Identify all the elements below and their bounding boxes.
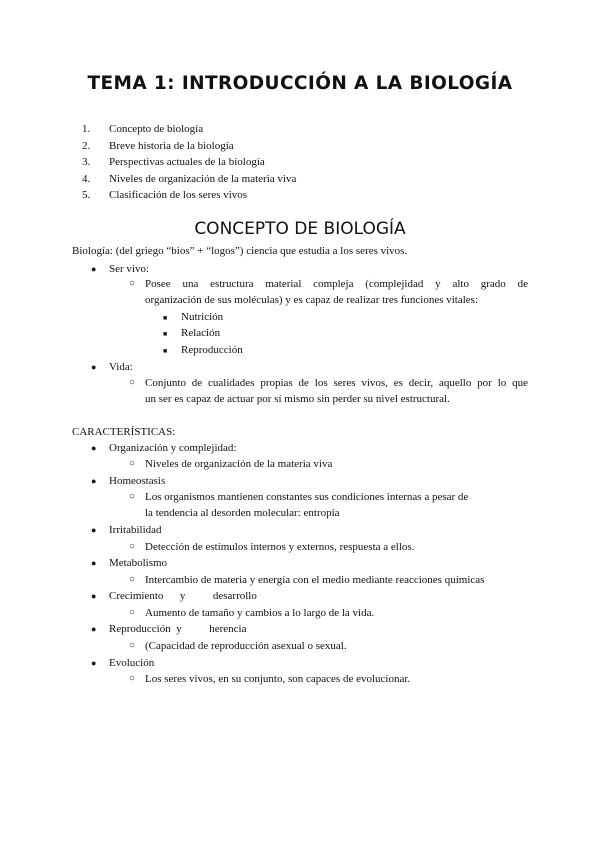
bullet-circle-icon: ○ — [129, 278, 136, 289]
toc-text: Perspectivas actuales de la biología — [109, 156, 265, 168]
toc-text: Breve historia de la biología — [109, 139, 234, 152]
toc-text: Concepto de biología — [109, 123, 204, 135]
bullet-circle-icon: ○ — [129, 640, 136, 651]
bullet-square-icon: ■ — [163, 330, 168, 338]
toc-item — [82, 187, 296, 204]
definition-text: un ser es capaz de actuar por sí mismo sin perder su nivel estructural. — [145, 393, 450, 405]
list-item-label: Vida: — [109, 361, 133, 373]
bullet-circle-icon: ○ — [129, 574, 136, 585]
characteristic-label: Reproducción y herencia — [109, 623, 247, 635]
bullet-circle-icon: ○ — [129, 377, 136, 388]
characteristic-detail: Intercambio de materia y energía con el medio mediante reacciones químicas — [145, 574, 485, 586]
table-of-contents — [82, 121, 296, 204]
toc-number: 1. — [82, 123, 91, 135]
toc-item — [82, 154, 296, 171]
bullet-disc-icon: ● — [91, 443, 97, 453]
bullet-circle-icon: ○ — [129, 607, 136, 618]
characteristic-label: Metabolismo — [109, 557, 168, 569]
function-item: Nutrición — [181, 311, 224, 323]
intro-text: Biología: (del griego “bios” + “logos”) ciencia que estudia a los seres vivos. — [72, 245, 408, 257]
bullet-circle-icon: ○ — [129, 673, 136, 684]
characteristic-label: Evolución — [109, 657, 155, 669]
toc-number: 4. — [82, 172, 91, 185]
bullet-disc-icon: ● — [91, 558, 97, 568]
bullet-disc-icon: ● — [91, 362, 97, 372]
section-heading: CARACTERÍSTICAS: — [72, 426, 176, 438]
toc-item — [82, 138, 296, 155]
section-title: CONCEPTO DE BIOLOGÍA — [194, 219, 406, 239]
toc-text: Clasificación de los seres vivos — [109, 189, 248, 201]
toc-number: 3. — [82, 156, 91, 168]
bullet-disc-icon: ● — [91, 525, 97, 535]
toc-item — [82, 171, 296, 188]
bullet-circle-icon: ○ — [129, 458, 136, 469]
bullet-square-icon: ■ — [163, 314, 168, 322]
characteristic-detail: Niveles de organización de la materia viva — [145, 458, 333, 470]
bullet-disc-icon: ● — [91, 476, 97, 486]
bullet-circle-icon: ○ — [129, 541, 136, 552]
characteristic-detail: Detección de estímulos internos y externos, respuesta a ellos. — [145, 541, 415, 553]
function-item: Relación — [181, 327, 221, 339]
list-item-label: Ser vivo: — [109, 263, 150, 275]
page-title: TEMA 1: INTRODUCCIÓN A LA BIOLOGÍA — [87, 73, 513, 94]
characteristic-label: Organización y complejidad: — [109, 442, 237, 454]
bullet-disc-icon: ● — [91, 264, 97, 274]
toc-number: 2. — [82, 139, 91, 152]
bullet-square-icon: ■ — [163, 347, 168, 355]
characteristic-detail: Aumento de tamaño y cambios a lo largo de la vida. — [145, 607, 375, 619]
toc-text: Niveles de organización de la materia viva — [109, 172, 297, 185]
definition-text: Conjunto de cualidades propias de los seres vivos, es decir, aquello por lo que — [145, 377, 528, 389]
bullet-disc-icon: ● — [91, 591, 97, 601]
bullet-disc-icon: ● — [91, 624, 97, 634]
characteristic-label: Irritabilidad — [109, 524, 162, 536]
characteristic-detail: la tendencia al desorden molecular: entropía — [145, 507, 340, 519]
toc-item — [82, 121, 296, 138]
bullet-circle-icon: ○ — [129, 491, 136, 502]
bullet-disc-icon: ● — [91, 658, 97, 668]
toc-number: 5. — [82, 189, 91, 201]
characteristic-label: Homeostasis — [109, 475, 166, 487]
characteristic-detail: (Capacidad de reproducción asexual o sexual. — [145, 640, 347, 652]
characteristic-detail: Los seres vivos, en su conjunto, son capaces de evolucionar. — [145, 673, 411, 685]
characteristic-detail: Los organismos mantienen constantes sus condiciones internas a pesar de — [145, 491, 469, 503]
characteristic-label: Crecimiento y desarrollo — [109, 590, 257, 602]
definition-text: Posee una estructura material compleja (complejidad y alto grado de — [145, 278, 528, 290]
definition-text: organización de sus moléculas) y es capaz de realizar tres funciones vitales: — [145, 294, 479, 306]
function-item: Reproducción — [181, 344, 243, 356]
